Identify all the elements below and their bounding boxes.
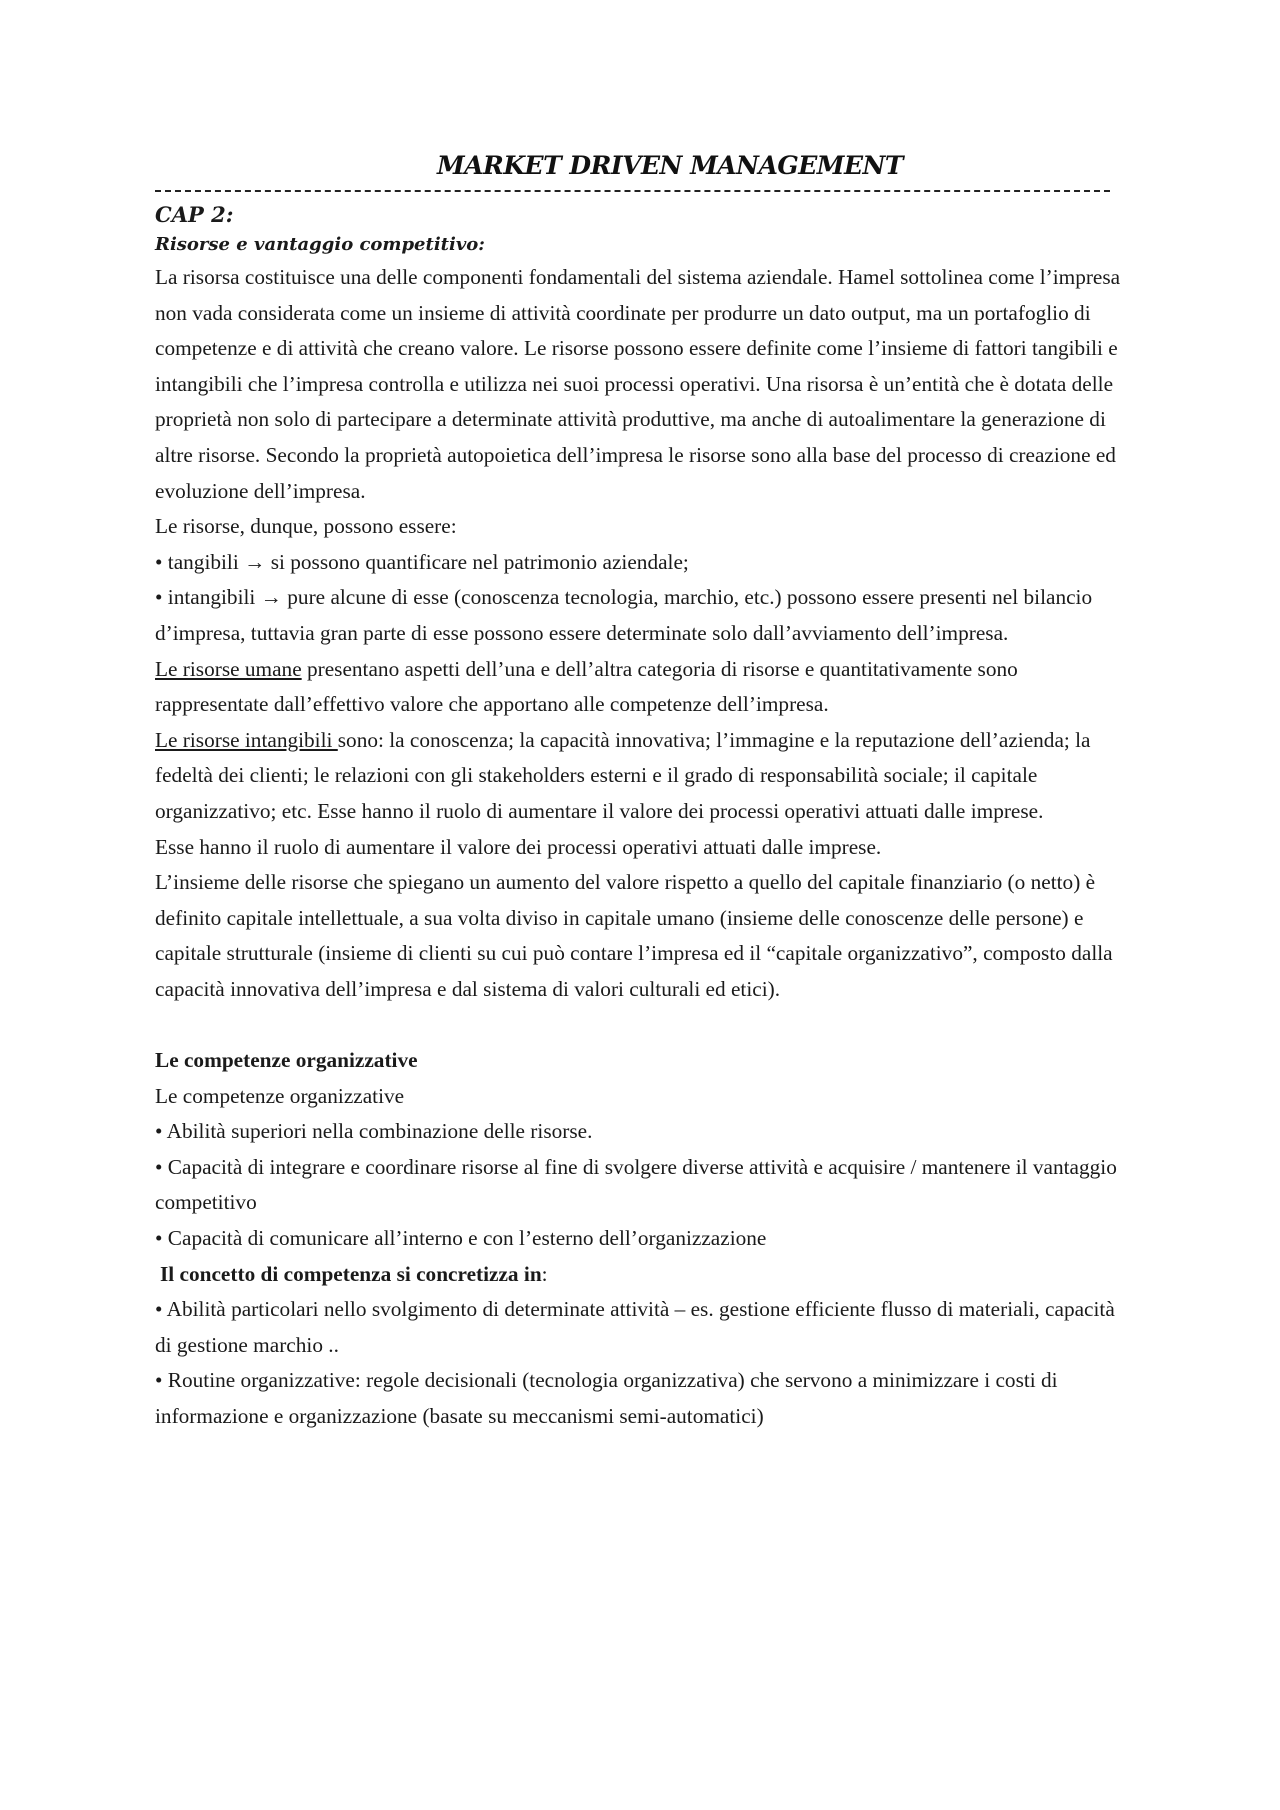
bullet-routine-organizzative: • Routine organizzative: regole decisionali (tecnologia organizzativa) che servono a minimizzare i costi di informazione e organizzazione (basate su meccanismi semi-automatici) <box>155 1368 1058 1428</box>
paragraph-risorse-dunque: Le risorse, dunque, possono essere: <box>155 514 457 539</box>
paragraph-capitale-intellettuale: L’insieme delle risorse che spiegano un aumento del valore rispetto a quello del capitale finanziario (o netto) è definito capitale intellettuale, a sua volta diviso in capitale umano (insieme delle conoscenze delle persone) e capitale strutturale (insieme di clienti su cui può contare l’impresa ed il “capitale organizzativo”, composto dalla capacità innovativa dell’impresa e dal sistema di valori culturali ed etici). <box>155 870 1113 1001</box>
document-page <box>155 148 1135 1435</box>
bullet-intangibili: • intangibili → pure alcune di esse (conoscenza tecnologia, marchio, etc.) possono essere presenti nel bilancio d’impresa, tuttavia gran parte di esse possono essere determinate solo dall’avviamento dell’impresa. <box>155 585 1093 645</box>
bullet-capacita-comunicare: • Capacità di comunicare all’interno e con l’esterno dell’organizzazione <box>155 1226 767 1251</box>
bullet-abilita-superiori: • Abilità superiori nella combinazione delle risorse. <box>155 1119 593 1144</box>
paragraph-risorse-umane <box>155 652 1135 723</box>
title-divider <box>155 190 1110 192</box>
spacer <box>155 1007 1135 1043</box>
risorse-umane-label: Le risorse umane <box>155 656 302 681</box>
paragraph-repeat: Esse hanno il ruolo di aumentare il valore dei processi operativi attuati dalle imprese. <box>155 834 882 859</box>
risorse-umane-text: presentano aspetti dell’una e dell’altra categoria di risorse e quantitativamente sono rappresentate dall’effettivo valore che apportano alle competenze dell’impresa. <box>155 656 1018 717</box>
bullet-capacita-integrare: • Capacità di integrare e coordinare risorse al fine di svolgere diverse attività e acquisire / mantenere il vantaggio competitivo <box>155 1154 1117 1215</box>
document-title: MARKET DRIVEN MANAGEMENT <box>436 151 903 180</box>
risorse-intangibili-label: Le risorse intangibili <box>155 727 338 752</box>
section-heading-competenze: Le competenze organizzative <box>155 1048 418 1073</box>
section-heading-risorse: Risorse e vantaggio competitivo: <box>155 234 485 255</box>
concetto-colon: : <box>541 1261 548 1286</box>
chapter-label: CAP 2: <box>155 202 234 227</box>
paragraph-risorse-intangibili <box>155 723 1135 830</box>
concetto-label: Il concetto di competenza si concretizza in <box>160 1261 542 1286</box>
bullet-tangibili: • tangibili → si possono quantificare nel patrimonio aziendale; <box>155 549 689 574</box>
risorse-intangibili-text: sono: la conoscenza; la capacità innovativa; l’immagine e la reputazione dell’azienda; la fedeltà dei clienti; le relazioni con gli stakeholders esterni e il grado di responsabilità sociale; il capitale organizzativo; etc. Esse hanno il ruolo di aumentare il valore dei processi operativi attuati dalle imprese. <box>155 727 1091 823</box>
paragraph-concetto-competenza <box>155 1257 1135 1293</box>
paragraph-competenze-intro: Le competenze organizzative <box>155 1083 405 1108</box>
bullet-abilita-particolari: • Abilità particolari nello svolgimento di determinate attività – es. gestione efficiente flusso di materiali, capacità di gestione marchio .. <box>155 1297 1115 1357</box>
paragraph-risorsa: La risorsa costituisce una delle componenti fondamentali del sistema aziendale. Hamel sottolinea come l’impresa non vada considerata come un insieme di attività coordinate per produrre un dato output, ma un portafoglio di competenze e di attività che creano valore. Le risorse possono essere definite come l’insieme di fattori tangibili e intangibili che l’impresa controlla e utilizza nei suoi processi operativi. Una risorsa è un’entità che è dotata delle proprietà non solo di partecipare a determinate attività produttive, ma anche di autoalimentare la generazione di altre risorse. Secondo la proprietà autopoietica dell’impresa le risorse sono alla base del processo di creazione ed evoluzione dell’impresa. <box>155 265 1121 503</box>
